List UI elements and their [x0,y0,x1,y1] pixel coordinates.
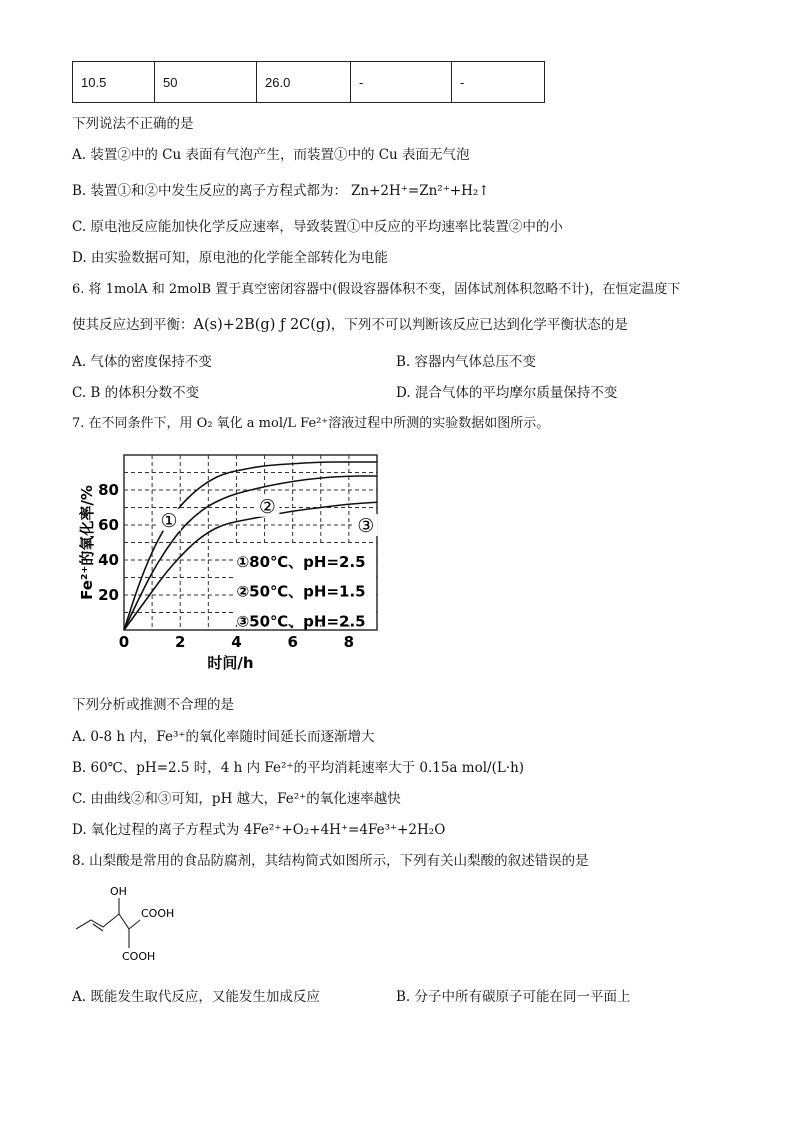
table-row [73,62,545,103]
q7-option-b: B. 60℃、pH=2.5 时，4 h 内 Fe²⁺的平均消耗速率大于 0.15a mol/(L·h) [72,760,525,776]
legend-entry: ①80℃、pH=2.5 [236,552,366,571]
cooh-label-upper: COOH [141,907,175,920]
y-tick-label: 60 [98,516,119,534]
q8-stem: 8. 山梨酸是常用的食品防腐剂，其结构简式如图所示，下列有关山梨酸的叙述错误的是 [72,853,589,869]
q8-option-b: B. 分子中所有碳原子可能在同一平面上 [396,989,631,1005]
x-tick-label: 2 [175,633,186,651]
q5-option-d: D. 由实验数据可知，原电池的化学能全部转化为电能 [72,250,388,266]
q5-option-c: C. 原电池反应能加快化学反应速率，导致装置①中反应的平均速率比装置②中的小 [72,219,563,235]
q5-option-b-equation: Zn+2H⁺=Zn²⁺+H₂↑ [351,183,490,199]
q7-stem: 7. 在不同条件下，用 O₂ 氧化 a mol/L Fe²⁺溶液过程中所测的实验数据如图所示。 [72,416,550,431]
cooh-label-lower: COOH [122,950,156,963]
y-axis-label: Fe²⁺的氧化率/% [78,485,96,600]
q6-stem-line2 [72,313,628,333]
oh-label: OH [110,885,127,898]
legend-entry: ③50℃、pH=2.5 [236,612,366,631]
q7-prompt: 下列分析或推测不合理的是 [72,697,234,713]
table-cell: - [452,62,545,103]
q6-stem-post: ，下列不可以判断该反应已达到化学平衡状态的是 [330,317,628,333]
curve-label: ③ [357,515,375,537]
q6-equation: A(s)+2B(g) ƒ 2C(g) [193,317,331,333]
q6-option-b: B. 容器内气体总压不变 [396,354,537,370]
x-tick-label: 0 [118,633,130,651]
q5-option-b-text: B. 装置①和②中发生反应的离子方程式都为： [72,183,348,199]
x-tick-label: 8 [343,633,355,651]
oxidation-rate-chart [72,448,392,673]
q6-option-a: A. 气体的密度保持不变 [72,354,212,370]
data-table [72,61,545,103]
q6-stem-line1: 6. 将 1molA 和 2molB 置于真空密闭容器中(假设容器体积不变，固体试剂体积忽略不计)，在恒定温度下 [72,282,681,297]
y-tick-label: 20 [98,586,119,604]
q6-option-d: D. 混合气体的平均摩尔质量保持不变 [396,385,618,401]
table-cell: 26.0 [257,62,351,103]
x-axis-label: 时间/h [207,654,254,672]
x-tick-label: 4 [231,633,242,651]
table-cell: 10.5 [73,62,155,103]
table-cell: - [351,62,452,103]
curve-label: ① [160,509,178,532]
x-tick-label: 6 [287,633,298,651]
table-cell: 50 [155,62,257,103]
q7-option-c: C. 由曲线②和③可知，pH 越大，Fe²⁺的氧化速率越快 [72,791,401,807]
q6-stem-pre: 使其反应达到平衡： [72,317,194,333]
q8-option-a: A. 既能发生取代反应，又能发生加成反应 [72,989,320,1005]
cooh-bond-upper [129,920,140,929]
q6-option-c: C. B 的体积分数不变 [72,385,200,401]
q7-option-d: D. 氧化过程的离子方程式为 4Fe²⁺+O₂+4H⁺=4Fe³⁺+2H₂O [72,822,446,838]
y-tick-label: 80 [98,481,119,499]
curve-label: ② [258,495,276,518]
q5-option-a: A. 装置②中的 Cu 表面有气泡产生，而装置①中的 Cu 表面无气泡 [72,147,470,163]
legend-entry: ②50℃、pH=1.5 [236,582,366,601]
q7-option-a: A. 0-8 h 内，Fe³⁺的氧化率随时间延长而逐渐增大 [72,729,375,745]
sorbic-acid-structure [70,880,200,965]
q5-prompt: 下列说法不正确的是 [72,116,194,132]
double-bond-line [93,924,103,931]
y-tick-label: 40 [98,551,119,569]
q5-option-b [72,179,490,199]
